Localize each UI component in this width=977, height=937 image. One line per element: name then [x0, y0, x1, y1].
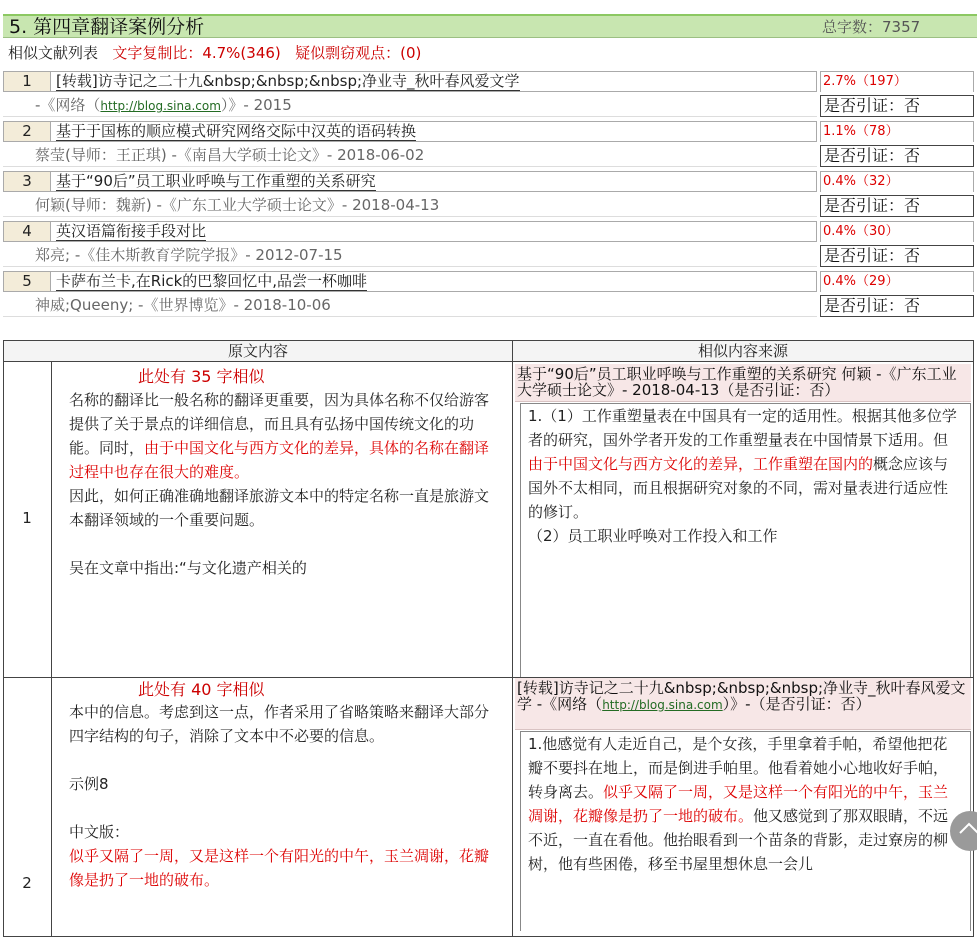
- source-cite-status: 是否引证：否: [820, 145, 974, 167]
- similar-count-label: 此处有 40 字相似: [138, 680, 265, 699]
- source-cite-status: 是否引证：否: [820, 195, 974, 217]
- source-title-link[interactable]: 卡萨布兰卡,在Rick的巴黎回忆中,品尝一杯咖啡: [56, 272, 368, 290]
- match-text-plain: 他又感觉到了那双眼睛，不远不近，一直在看他。他抬眼看到一个苗条的背影，走过寮房的柳树，他有些困倦，移至书屋里想休息一会儿: [528, 807, 949, 873]
- orig-text: [69, 388, 494, 580]
- plagiarism-label: 疑似剽窃观点：(0): [295, 44, 422, 62]
- orig-text-paragraph: 示例8: [69, 775, 109, 793]
- source-title-row: [3, 171, 817, 192]
- source-meta: 郑亮; -《佳木斯教育学院学报》- 2012-07-15: [3, 245, 817, 267]
- copy-ratio-label: 文字复制比：4.7%(346): [112, 44, 281, 62]
- source-number: 1: [4, 72, 51, 91]
- source-number: 3: [4, 172, 51, 191]
- source-cite-status: 是否引证：否: [820, 295, 974, 317]
- match-text-plain: 1.他感觉有人走近自己，是个女孩，手里拿着手帕，希望他把花瓣不要抖在地上，而是倒进手帕里。他看着她小心地收好手帕，转身离去。: [528, 735, 949, 801]
- orig-text-paragraph: 因此，如何正确准确地翻译旅游文本中的特定名称一直是旅游文本翻译领域的一个重要问题。: [69, 487, 490, 529]
- total-word-count: 总字数：7357: [822, 18, 921, 36]
- row-number-cell: [3, 677, 52, 937]
- source-cite-status: 是否引证：否: [820, 245, 974, 267]
- source-cite-status: 是否引证：否: [820, 95, 974, 117]
- source-ref-url[interactable]: http://blog.sina.com: [602, 698, 723, 712]
- source-ref-suffix: ）》-（是否引证：否）: [722, 695, 871, 713]
- section-title: 5. 第四章翻译案例分析: [9, 16, 205, 38]
- source-ratio: 0.4%（29）: [820, 271, 974, 292]
- source-number: 4: [4, 222, 51, 241]
- row-number: 1: [22, 509, 32, 527]
- source-meta: 神威;Queeny; -《世界博览》- 2018-10-06: [3, 295, 817, 317]
- source-number: 5: [4, 272, 51, 291]
- source-meta: 蔡莹(导师：王正琪) -《南昌大学硕士论文》- 2018-06-02: [3, 145, 817, 167]
- source-url-link[interactable]: http://blog.sina.com: [100, 99, 221, 113]
- match-text-highlight: 由于中国文化与西方文化的差异，工作重塑在国内的: [528, 455, 874, 473]
- orig-text-highlight: 似乎又隔了一周，又是这样一个有阳光的中午，玉兰凋谢，花瓣像是扔了一地的破布。: [69, 847, 490, 889]
- source-number: 2: [4, 122, 51, 141]
- source-title-link[interactable]: [转载]访寺记之二十九&nbsp;&nbsp;&nbsp;净业寺_秋叶春风爱文学: [56, 72, 520, 90]
- source-reference-link[interactable]: [515, 678, 971, 730]
- source-ratio: 1.1%（78）: [820, 121, 974, 142]
- source-ref-prefix: [转载]访寺记之二十九&nbsp;&nbsp;&nbsp;净业寺_秋叶春风爱文学 -《网络（: [517, 679, 966, 713]
- source-meta-prefix: -《网络（: [35, 96, 101, 114]
- similar-source-header: 相似内容来源: [512, 340, 974, 362]
- orig-text-plain: 名称的翻译比一般名称的翻译更重要，因为具体名称不仅给游客提供了关于景点的详细信息，而且具有弘扬中国传统文化的功能。同时，: [69, 391, 490, 457]
- match-text: [528, 732, 958, 876]
- orig-text-paragraph: 本中的信息。考虑到这一点，作者采用了省略策略来翻译大部分四字结构的句子，消除了文本中不必要的信息。: [69, 703, 490, 745]
- match-text-plain: 概念应该与国外不太相同，而且根据研究对象的不同，需对量表进行适应性的修订。: [528, 455, 949, 521]
- match-text: [528, 404, 958, 548]
- match-text-highlight: 似乎又隔了一周，又是这样一个有阳光的中午，玉兰凋谢，花瓣像是扔了一地的破布。: [528, 783, 949, 825]
- section-header: [3, 14, 977, 38]
- source-ratio: 2.7%（197）: [820, 71, 974, 92]
- source-title-link[interactable]: 英汉语篇衔接手段对比: [56, 222, 207, 240]
- orig-text-paragraph: 吴在文章中指出:“与文化遗产相关的: [69, 559, 307, 577]
- source-ratio: 0.4%（30）: [820, 221, 974, 242]
- source-meta: 何颖(导师：魏新) -《广东工业大学硕士论文》- 2018-04-13: [3, 195, 817, 217]
- orig-text: [69, 700, 494, 892]
- source-title-link[interactable]: 基于于国栋的顺应模式研究网络交际中汉英的语码转换: [56, 122, 417, 140]
- match-text-paragraph: （2）员工职业呼唤对工作投入和工作: [528, 527, 778, 545]
- orig-text-highlight: 由于中国文化与西方文化的差异，具体的名称在翻译过程中也存在很大的难度。: [69, 439, 490, 481]
- chevron-up-icon: [958, 821, 977, 835]
- source-meta-suffix: ）》- 2015: [220, 96, 292, 114]
- source-title-row: [3, 121, 817, 142]
- source-meta: [3, 95, 817, 117]
- orig-content-header: 原文内容: [3, 340, 513, 362]
- source-title-link[interactable]: 基于“90后”员工职业呼唤与工作重塑的关系研究: [56, 172, 376, 190]
- similar-list-label: 相似文献列表: [8, 44, 99, 62]
- source-ratio: 0.4%（32）: [820, 171, 974, 192]
- source-title-row: [3, 71, 817, 92]
- row-number: 2: [22, 874, 32, 892]
- source-title-row: [3, 271, 817, 292]
- summary-line: [8, 43, 421, 63]
- similar-count-label: 此处有 35 字相似: [138, 367, 265, 386]
- match-text-plain: 1.（1）工作重塑量表在中国具有一定的适用性。根据其他多位学者的研究，国外学者开发的工作重塑量表在中国情景下适用。但: [528, 407, 957, 449]
- source-reference-link[interactable]: 基于“90后”员工职业呼唤与工作重塑的关系研究 何颖 -《广东工业大学硕士论文》- 2018-04-13（是否引证：否）: [515, 364, 971, 402]
- orig-text-paragraph: 中文版：: [69, 823, 130, 841]
- source-title-row: [3, 221, 817, 242]
